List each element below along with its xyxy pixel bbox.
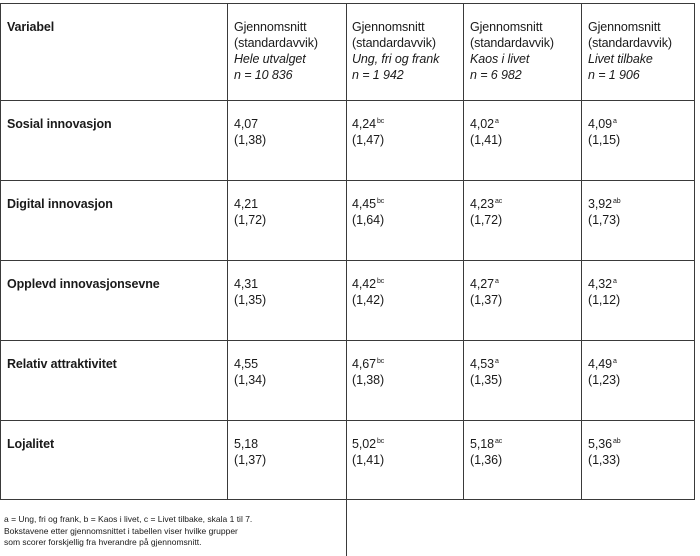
significance-letters: a — [612, 278, 617, 285]
table-cell — [234, 276, 266, 308]
group-name: Kaos i livet — [470, 52, 530, 66]
table-cell — [234, 356, 266, 388]
header-line: (standardavvik) — [588, 36, 672, 50]
mean-value: 4,23 — [470, 197, 494, 211]
significance-letters: a — [612, 118, 617, 125]
header-line: (standardavvik) — [470, 36, 554, 50]
sd-value: (1,34) — [234, 373, 267, 387]
sd-value: (1,12) — [588, 293, 621, 307]
grid-line — [581, 3, 582, 500]
grid-line — [463, 3, 464, 500]
mean-value: 3,92 — [588, 197, 612, 211]
sd-value: (1,41) — [352, 453, 385, 467]
sd-value: (1,38) — [234, 133, 267, 147]
table-cell — [470, 356, 502, 388]
grid-line — [0, 340, 695, 341]
sd-value: (1,15) — [588, 133, 621, 147]
mean-value: 4,53 — [470, 357, 494, 371]
column-header-ung-fri-og-frank — [352, 19, 462, 83]
row-label: Opplevd innovasjonsevne — [7, 277, 160, 291]
column-header-hele-utvalget — [234, 19, 344, 83]
header-line: Gjennomsnitt — [470, 20, 543, 34]
mean-value: 4,49 — [588, 357, 612, 371]
grid-line — [0, 3, 695, 4]
grid-line — [694, 3, 695, 500]
table-cell — [234, 116, 266, 148]
significance-letters: a — [494, 358, 499, 365]
significance-letters: bc — [376, 198, 385, 205]
footnote-line: Bokstavene etter gjennomsnittet i tabellen viser hvilke grupper — [4, 525, 238, 536]
table-cell — [234, 436, 266, 468]
significance-letters: bc — [376, 358, 385, 365]
table-footnote — [4, 514, 304, 549]
sd-value: (1,36) — [470, 453, 503, 467]
significance-letters: ab — [612, 198, 621, 205]
mean-value: 4,31 — [234, 277, 258, 291]
sd-value: (1,37) — [470, 293, 503, 307]
sd-value: (1,41) — [470, 133, 503, 147]
grid-line — [0, 420, 695, 421]
sd-value: (1,35) — [234, 293, 267, 307]
row-label: Lojalitet — [7, 437, 55, 451]
significance-letters: a — [494, 278, 499, 285]
group-name: Livet tilbake — [588, 52, 653, 66]
header-line: (standardavvik) — [352, 36, 436, 50]
footnote-line: som scorer forskjellig fra hverandre på gjennomsnitt. — [4, 537, 202, 547]
row-label: Sosial innovasjon — [7, 117, 112, 131]
table-cell — [470, 436, 502, 468]
table-cell — [234, 196, 266, 228]
table-cell — [588, 276, 620, 308]
significance-letters: bc — [376, 438, 385, 445]
table-cell — [352, 436, 384, 468]
mean-value: 4,67 — [352, 357, 376, 371]
grid-line — [0, 3, 1, 500]
table-cell — [470, 276, 502, 308]
mean-value: 4,27 — [470, 277, 494, 291]
group-name: Hele utvalget — [234, 52, 306, 66]
sd-value: (1,23) — [588, 373, 621, 387]
group-n: n = 1 942 — [352, 68, 404, 82]
sd-value: (1,37) — [234, 453, 267, 467]
significance-letters: bc — [376, 278, 385, 285]
table-cell — [470, 116, 502, 148]
significance-letters: a — [612, 358, 617, 365]
sd-value: (1,73) — [588, 213, 621, 227]
grid-line — [0, 100, 695, 101]
table-cell — [588, 436, 621, 468]
significance-letters: bc — [376, 118, 385, 125]
mean-value: 4,21 — [234, 197, 258, 211]
mean-value: 5,02 — [352, 437, 376, 451]
significance-letters: ac — [494, 198, 503, 205]
mean-value: 4,45 — [352, 197, 376, 211]
grid-line — [0, 180, 695, 181]
row-label: Relativ attraktivitet — [7, 357, 117, 371]
significance-letters: a — [494, 118, 499, 125]
sd-value: (1,42) — [352, 293, 385, 307]
mean-value: 4,55 — [234, 357, 258, 371]
sd-value: (1,47) — [352, 133, 385, 147]
group-name: Ung, fri og frank — [352, 52, 440, 66]
grid-line — [346, 3, 347, 556]
sd-value: (1,72) — [234, 213, 267, 227]
table-cell — [352, 116, 384, 148]
table-cell — [588, 196, 621, 228]
sd-value: (1,33) — [588, 453, 621, 467]
mean-value: 5,18 — [234, 437, 258, 451]
header-line: Gjennomsnitt — [352, 20, 425, 34]
sd-value: (1,38) — [352, 373, 385, 387]
table-cell — [588, 116, 620, 148]
mean-value: 4,02 — [470, 117, 494, 131]
mean-value: 4,09 — [588, 117, 612, 131]
footnote-line: a = Ung, fri og frank, b = Kaos i livet, c = Livet tilbake, skala 1 til 7. — [4, 514, 253, 524]
mean-value: 4,07 — [234, 117, 258, 131]
mean-value: 5,36 — [588, 437, 612, 451]
table-cell — [352, 356, 384, 388]
row-label: Digital innovasjon — [7, 197, 113, 211]
group-n: n = 6 982 — [470, 68, 522, 82]
sd-value: (1,64) — [352, 213, 385, 227]
column-header-livet-tilbake — [588, 19, 694, 83]
sd-value: (1,72) — [470, 213, 503, 227]
header-line: (standardavvik) — [234, 36, 318, 50]
column-header-variabel: Variabel — [7, 20, 55, 34]
table-cell — [470, 196, 502, 228]
table-cell — [352, 276, 384, 308]
header-line: Gjennomsnitt — [234, 20, 307, 34]
mean-value: 4,24 — [352, 117, 376, 131]
table-cell — [352, 196, 384, 228]
grid-line — [227, 3, 228, 500]
mean-value: 5,18 — [470, 437, 494, 451]
mean-value: 4,32 — [588, 277, 612, 291]
mean-value: 4,42 — [352, 277, 376, 291]
grid-line — [0, 260, 695, 261]
header-line: Gjennomsnitt — [588, 20, 661, 34]
column-header-kaos-i-livet — [470, 19, 580, 83]
significance-letters: ab — [612, 438, 621, 445]
significance-letters: ac — [494, 438, 503, 445]
grid-line — [0, 499, 695, 500]
group-n: n = 1 906 — [588, 68, 640, 82]
table-cell — [588, 356, 620, 388]
sd-value: (1,35) — [470, 373, 503, 387]
group-n: n = 10 836 — [234, 68, 293, 82]
